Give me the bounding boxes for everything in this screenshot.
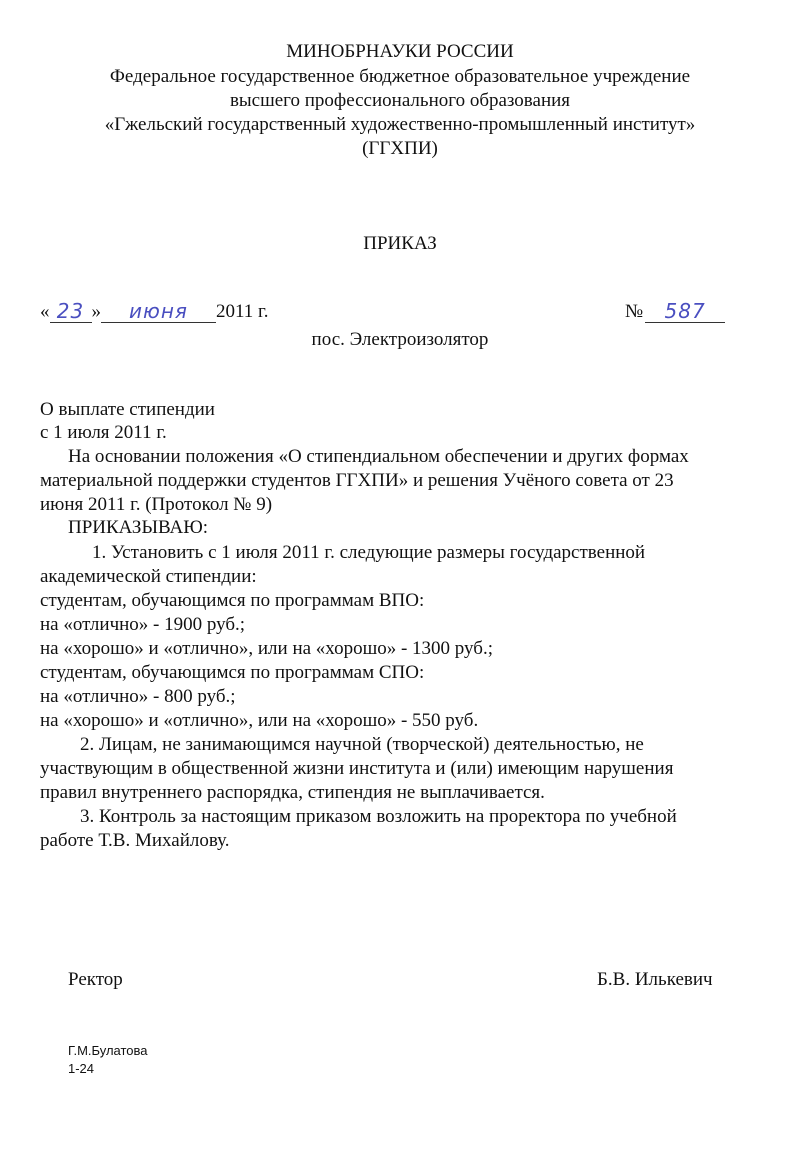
vpo-good: на «хорошо» и «отлично», или на «хорошо» - 1300 руб.; — [40, 638, 493, 659]
item2-line-1: 2. Лицам, не занимающимся научной (творческой) деятельностью, не — [80, 734, 644, 755]
vpo-header: студентам, обучающимся по программам ВПО: — [40, 590, 425, 611]
basis-line-1: На основании положения «О стипендиальном обеспечении и других формах — [68, 446, 689, 467]
item3-line-1: 3. Контроль за настоящим приказом возложить на проректора по учебной — [80, 806, 677, 827]
number-sign: № — [625, 301, 644, 322]
executor-name: Г.М.Булатова — [68, 1043, 148, 1058]
item1-line-2: академической стипендии: — [40, 566, 257, 587]
spo-excellent: на «отлично» - 800 руб.; — [40, 686, 236, 707]
date-month-field — [101, 300, 216, 323]
number-field — [645, 300, 725, 323]
item2-line-3: правил внутреннего распорядка, стипендия не выплачивается. — [40, 782, 545, 803]
subject-line-1: О выплате стипендии — [40, 399, 215, 420]
basis-line-3: июня 2011 г. (Протокол № 9) — [40, 494, 273, 515]
institution-name: «Гжельский государственный художественно-промышленный институт» — [104, 114, 696, 135]
item2-line-2: участвующим в общественной жизни института и (или) имеющим нарушения — [40, 758, 674, 779]
institution-abbreviation: (ГГХПИ) — [362, 138, 438, 159]
date-day: 23 — [56, 299, 85, 323]
number-value: 587 — [664, 299, 706, 323]
date-open-quote: « — [40, 301, 50, 322]
signatory-title: Ректор — [68, 969, 123, 990]
institution-type: Федеральное государственное бюджетное образовательное учреждение — [109, 66, 691, 87]
document-title: ПРИКАЗ — [363, 233, 437, 254]
order-number — [625, 300, 725, 323]
place: пос. Электроизолятор — [311, 329, 489, 350]
ministry-name: МИНОБРНАУКИ РОССИИ — [286, 41, 514, 62]
spo-good: на «хорошо» и «отлично», или на «хорошо» - 550 руб. — [40, 710, 479, 731]
item3-line-2: работе Т.В. Михайлову. — [40, 830, 230, 851]
date-close-quote: » — [91, 301, 101, 322]
subject-line-2: с 1 июля 2011 г. — [40, 422, 167, 443]
date-year: 2011 г. — [216, 301, 269, 322]
date-day-field — [50, 300, 92, 323]
item1-line-1: 1. Установить с 1 июля 2011 г. следующие размеры государственной — [92, 542, 646, 563]
executor-phone: 1-24 — [68, 1061, 95, 1076]
signatory-name: Б.В. Илькевич — [597, 969, 713, 990]
spo-header: студентам, обучающимся по программам СПО: — [40, 662, 425, 683]
vpo-excellent: на «отлично» - 1900 руб.; — [40, 614, 246, 635]
date-month: июня — [129, 299, 188, 323]
education-level: высшего профессионального образования — [229, 90, 571, 111]
order-date — [40, 300, 268, 323]
basis-line-2: материальной поддержки студентов ГГХПИ» и решения Учёного совета от 23 — [40, 470, 674, 491]
order-word: ПРИКАЗЫВАЮ: — [68, 517, 209, 538]
